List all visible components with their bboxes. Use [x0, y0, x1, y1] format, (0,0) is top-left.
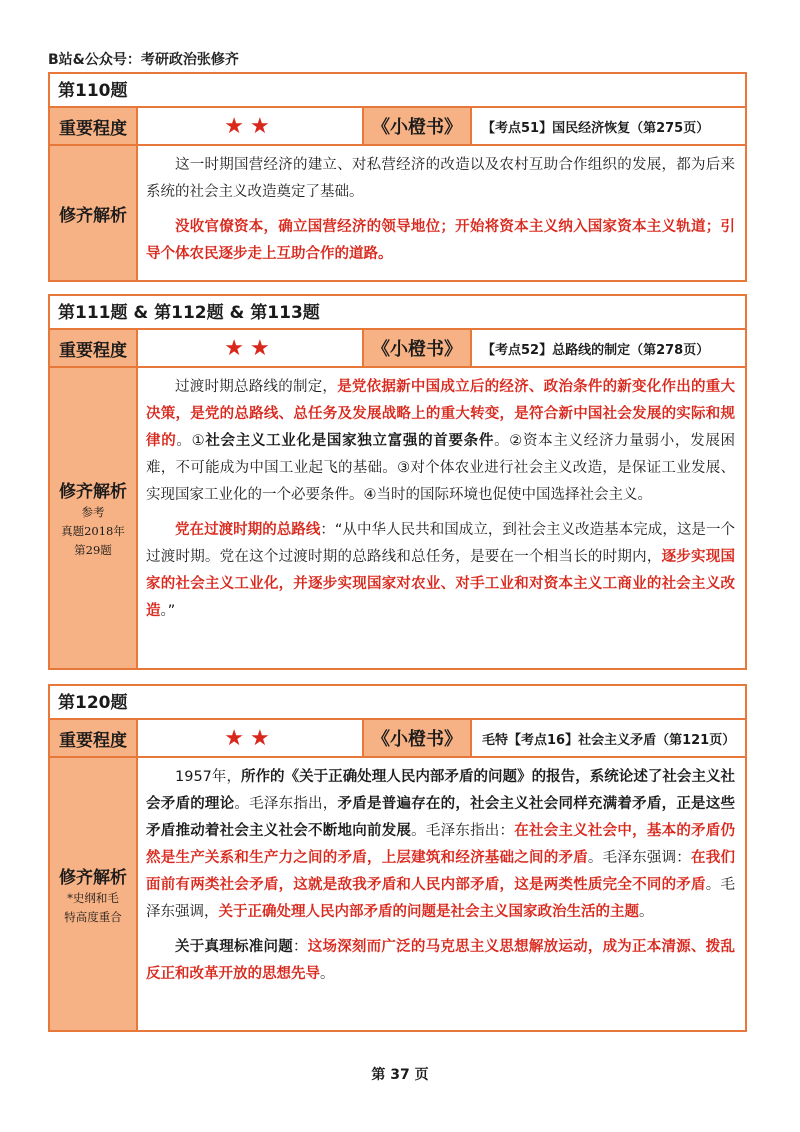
importance-stars: ★★ — [138, 330, 364, 366]
page-number: 第 37 页 — [371, 1067, 429, 1083]
book-label: 《小橙书》 — [364, 108, 472, 144]
importance-stars: ★★ — [138, 720, 364, 756]
analysis-label — [50, 758, 138, 1030]
analysis-note: 真题2018年 — [61, 524, 125, 538]
importance-label: 重要程度 — [50, 330, 138, 366]
analysis-content — [138, 758, 745, 1030]
analysis-note: 第29题 — [74, 543, 112, 557]
question-card-120 — [48, 684, 747, 1032]
analysis-note: 特高度重合 — [64, 909, 122, 924]
question-card-111 — [48, 294, 747, 670]
analysis-paragraph: 过渡时期总路线的制定，是党依据新中国成立后的经济、政治条件的新变化作出的重大决策，是党的总路线、总任务及发展战略上的重大转变，是符合新中国社会发展的实际和规律的。①社会主义工业化是国家独立富强的首要条件。②资本主义经济力量弱小，发展困难，不可能成为中国工业起飞的基础。③对个体农业进行社会主义改造，是保证工业发展、实现国家工业化的一个必要条件。④当时的国际环境也促使中国选择社会主义。 — [146, 379, 736, 503]
analysis-paragraph: 1957年，所作的《关于正确处理人民内部矛盾的问题》的报告，系统论述了社会主义社会矛盾的理论。毛泽东指出，矛盾是普遍存在的，社会主义社会同样充满着矛盾，正是这些矛盾推动着社会主义社会不断地向前发展。毛泽东指出：在社会主义社会中，基本的矛盾仍然是生产关系和生产力之间的矛盾，上层建筑和经济基础之间的矛盾。毛泽东强调：在我们面前有两类社会矛盾，这就是敌我矛盾和人民内部矛盾，这是两类性质完全不同的矛盾。毛泽东强调，关于正确处理人民内部矛盾的问题是社会主义国家政治生活的主题。 — [146, 769, 736, 920]
analysis-label — [50, 146, 138, 280]
analysis-content — [138, 368, 745, 668]
question-title: 第110题 — [50, 74, 745, 108]
analysis-note: *史纲和毛 — [67, 890, 119, 905]
analysis-label — [50, 368, 138, 668]
analysis-title: 修齐解析 — [59, 867, 127, 888]
book-label: 《小橙书》 — [364, 330, 472, 366]
analysis-paragraph: 党在过渡时期的总路线：“从中华人民共和国成立，到社会主义改造基本完成，这是一个过渡时期。党在这个过渡时期的总路线和总任务，是要在一个相当长的时期内，逐步实现国家的社会主义工业化，并逐步实现国家对农业、对手工业和对资本主义工商业的社会主义改造。” — [146, 522, 736, 619]
importance-label: 重要程度 — [50, 108, 138, 144]
analysis-title: 修齐解析 — [59, 482, 127, 502]
header-account: B站&公众号：考研政治张修齐 — [48, 52, 239, 68]
kaodian-ref: 【考点51】国民经济恢复（第275页） — [482, 120, 710, 136]
importance-row — [50, 330, 745, 368]
analysis-paragraph: 这一时期国营经济的建立、对私营经济的改造以及农村互助合作组织的发展，都为后来系统的社会主义改造奠定了基础。 — [146, 157, 735, 200]
analysis-note: 参考 — [81, 505, 105, 519]
analysis-row — [50, 146, 745, 280]
kaodian-ref: 毛特【考点16】社会主义矛盾（第121页） — [482, 732, 736, 748]
analysis-title: 修齐解析 — [59, 205, 127, 226]
kaodian-ref: 【考点52】总路线的制定（第278页） — [482, 342, 710, 358]
question-title: 第111题 & 第112题 & 第113题 — [50, 296, 745, 330]
importance-label: 重要程度 — [50, 720, 138, 756]
question-title: 第120题 — [50, 686, 745, 720]
importance-row — [50, 720, 745, 758]
book-label: 《小橙书》 — [364, 720, 472, 756]
analysis-row — [50, 758, 745, 1030]
question-card-110 — [48, 72, 747, 282]
importance-row — [50, 108, 745, 146]
analysis-content — [138, 146, 745, 280]
analysis-highlight: 没收官僚资本，确立国营经济的领导地位；开始将资本主义纳入国家资本主义轨道；引导个体农民逐步走上互助合作的道路。 — [146, 219, 735, 262]
analysis-paragraph: 关于真理标准问题：这场深刻而广泛的马克思主义思想解放运动，成为正本清源、拨乱反正和改革开放的思想先导。 — [146, 939, 736, 982]
importance-stars: ★★ — [138, 108, 364, 144]
analysis-row — [50, 368, 745, 668]
